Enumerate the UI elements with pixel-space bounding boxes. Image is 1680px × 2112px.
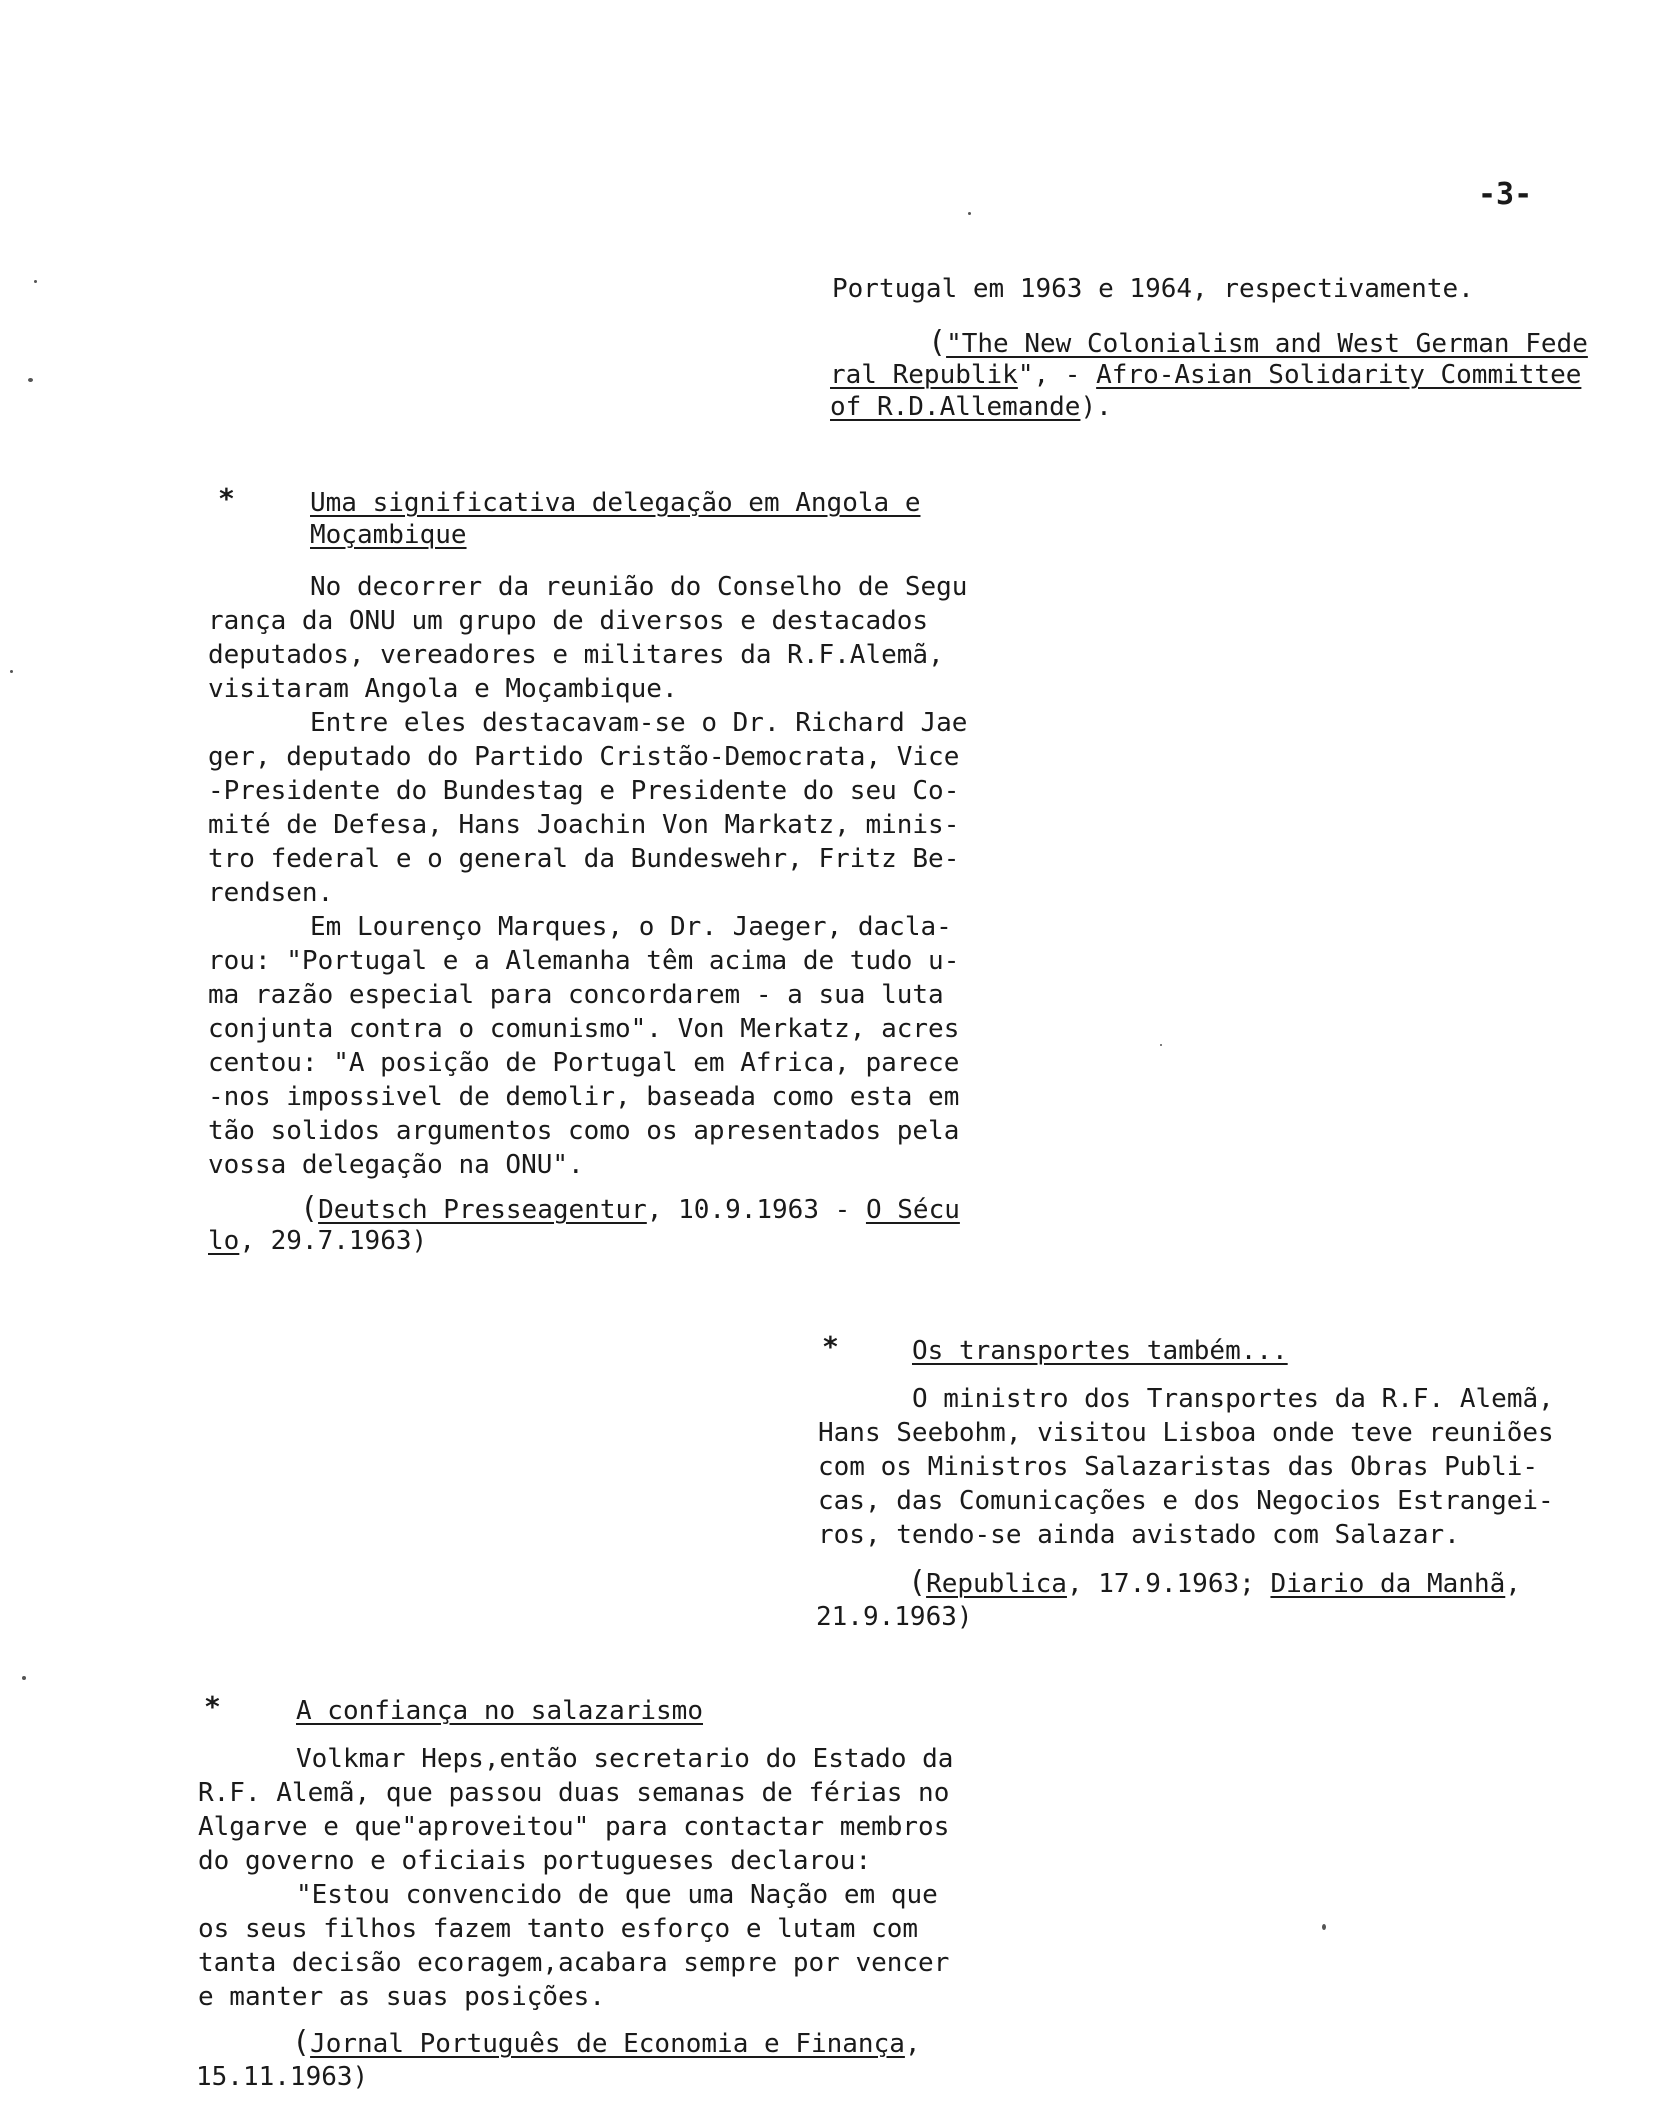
section1-line: conjunta contra o comunismo". Von Merkatz, acres xyxy=(208,1014,960,1044)
section1-line: deputados, vereadores e militares da R.F.Alemã, xyxy=(208,640,944,670)
scan-speck xyxy=(28,378,33,382)
section2-line: com os Ministros Salazaristas das Obras Publi- xyxy=(818,1452,1539,1482)
source-paren: ( xyxy=(908,1565,927,1600)
section1-source-line2 xyxy=(208,1224,427,1258)
section2-line: O ministro dos Transportes da R.F. Alemã, xyxy=(912,1384,1554,1414)
section1-bullet: * xyxy=(218,482,235,515)
section1-line: Em Lourenço Marques, o Dr. Jaeger, dacla- xyxy=(310,912,952,942)
section3-line: "Estou convencido de que uma Nação em que xyxy=(296,1880,938,1910)
scan-speck xyxy=(1160,1044,1162,1046)
citation-committee-origin: of R.D.Allemande xyxy=(830,392,1081,422)
section2-bullet: * xyxy=(822,1330,839,1363)
section1-heading-line2: Moçambique xyxy=(310,520,467,550)
source-date: , 17.9.1963; xyxy=(1066,1569,1271,1599)
section2-source-line1 xyxy=(908,1566,1521,1601)
section1-line: ger, deputado do Partido Cristão-Democrata, Vice xyxy=(208,742,960,772)
section1-line: No decorrer da reunião do Conselho de Segu xyxy=(310,572,968,602)
section1-line: rendsen. xyxy=(208,878,334,908)
source-newspaper-cont: lo xyxy=(208,1226,240,1256)
scan-speck xyxy=(34,280,37,283)
section1-line: centou: "A posição de Portugal em Africa, parece xyxy=(208,1048,960,1078)
section3-heading: A confiança no salazarismo xyxy=(296,1696,703,1726)
section2-source-line2: 21.9.1963) xyxy=(816,1602,973,1632)
source-paren: ( xyxy=(300,1191,319,1226)
source-republica: Republica xyxy=(926,1569,1067,1599)
section1-line: mité de Defesa, Hans Joachin Von Markatz, minis- xyxy=(208,810,960,840)
section3-line: os seus filhos fazem tanto esforço e lutam com xyxy=(198,1914,919,1944)
citation-paren: ( xyxy=(928,325,947,360)
section3-line: tanta decisão ecoragem,acabara sempre por vencer xyxy=(198,1948,950,1978)
citation-line-3 xyxy=(830,390,1112,424)
section3-line: R.F. Alemã, que passou duas semanas de férias no xyxy=(198,1778,950,1808)
source-comma: , xyxy=(904,2029,921,2059)
source-newspaper: O Sécu xyxy=(865,1195,960,1225)
section1-line: rou: "Portugal e a Alemanha têm acima de tudo u- xyxy=(208,946,960,976)
section3-line: Algarve e que"aproveitou" para contactar membros xyxy=(198,1812,950,1842)
page-number: -3- xyxy=(1478,177,1533,212)
section1-line: rança da ONU um grupo de diversos e destacados xyxy=(208,606,929,636)
continuation-line: Portugal em 1963 e 1964, respectivamente. xyxy=(832,274,1474,304)
scan-speck xyxy=(968,212,971,215)
section1-line: -nos impossivel de demolir, baseada como esta em xyxy=(208,1082,960,1112)
section1-line: tão solidos argumentos como os apresentados pela xyxy=(208,1116,960,1146)
scan-speck xyxy=(1322,1924,1326,1930)
section3-line: Volkmar Heps,então secretario do Estado da xyxy=(296,1744,954,1774)
section3-source-line1 xyxy=(292,2026,921,2061)
citation-line-2 xyxy=(830,358,1581,392)
section1-line: vossa delegação na ONU". xyxy=(208,1150,584,1180)
source-jornal: Jornal Português de Economia e Finança xyxy=(310,2029,905,2059)
section2-line: cas, das Comunicações e dos Negocios Estrangei- xyxy=(818,1486,1554,1516)
section3-bullet: * xyxy=(204,1690,221,1723)
section1-source-line1 xyxy=(300,1192,960,1227)
citation-separator: ", - xyxy=(1017,360,1097,390)
section2-line: ros, tendo-se ainda avistado com Salazar. xyxy=(818,1520,1460,1550)
section1-line: tro federal e o general da Bundeswehr, Fritz Be- xyxy=(208,844,960,874)
source-date: , 10.9.1963 - xyxy=(646,1195,866,1225)
scan-speck xyxy=(10,670,13,673)
section1-line: -Presidente do Bundestag e Presidente do seu Co- xyxy=(208,776,960,806)
citation-close: ). xyxy=(1080,392,1112,422)
scan-speck xyxy=(22,1676,26,1680)
section3-line: e manter as suas posições. xyxy=(198,1982,605,2012)
section2-line: Hans Seebohm, visitou Lisboa onde teve reuniões xyxy=(818,1418,1554,1448)
citation-committee: Afro-Asian Solidarity Committee xyxy=(1096,360,1582,390)
citation-line-1 xyxy=(928,326,1588,361)
section1-line: visitaram Angola e Moçambique. xyxy=(208,674,678,704)
source-comma: , xyxy=(1505,1569,1521,1599)
source-paren: ( xyxy=(292,2025,311,2060)
source-agency: Deutsch Presseagentur xyxy=(318,1195,647,1225)
section1-line: ma razão especial para concordarem - a sua luta xyxy=(208,980,944,1010)
source-date2: , 29.7.1963) xyxy=(239,1226,428,1256)
source-diario: Diario da Manhã xyxy=(1270,1569,1506,1599)
section3-line: do governo e oficiais portugueses declarou: xyxy=(198,1846,872,1876)
section3-source-line2: 15.11.1963) xyxy=(196,2062,369,2092)
citation-title-part2: ral Republik xyxy=(830,360,1018,390)
section1-line: Entre eles destacavam-se o Dr. Richard Jae xyxy=(310,708,968,738)
citation-title-part1: "The New Colonialism and West German Fede xyxy=(946,329,1588,359)
section1-heading-line1: Uma significativa delegação em Angola e xyxy=(310,488,921,518)
section2-heading: Os transportes também... xyxy=(912,1336,1288,1366)
